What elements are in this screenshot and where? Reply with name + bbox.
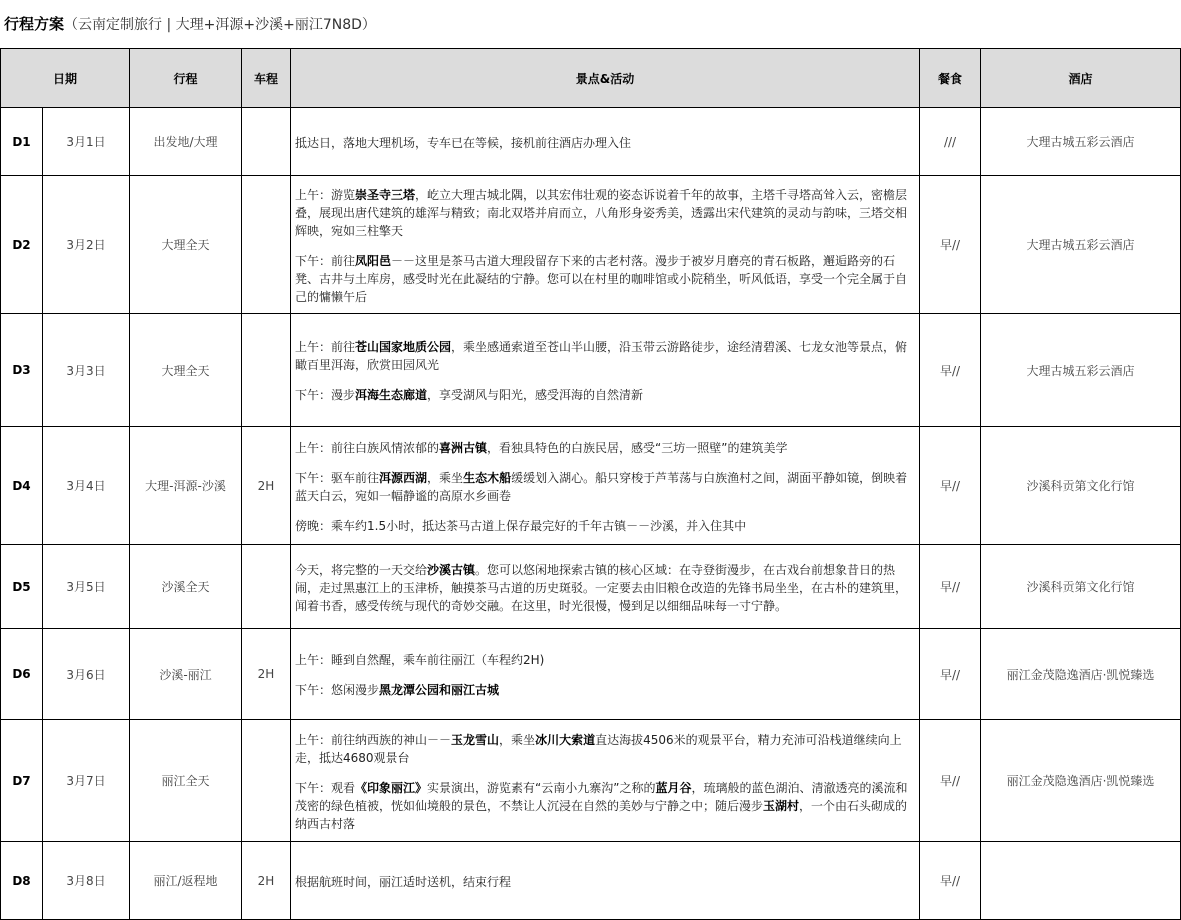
day-cell: D4: [1, 427, 43, 545]
table-row: [1, 108, 1181, 176]
date-cell: 3月7日: [43, 720, 130, 842]
activity-text: 下午：前往: [295, 253, 356, 268]
activity-text: 上午：前往纳西族的神山－－: [295, 732, 452, 747]
title-sub: （云南定制旅行 | 大理+洱源+沙溪+丽江7N8D）: [64, 17, 376, 33]
table-row: [1, 720, 1181, 842]
title-main: 行程方案: [4, 15, 65, 33]
meal-cell: 早//: [920, 176, 981, 314]
route-cell: 丽江/返程地: [130, 842, 242, 920]
table-header-row: [1, 49, 1181, 108]
meal-cell: 早//: [920, 720, 981, 842]
activities-cell: [291, 629, 920, 720]
activity-text: ，享受湖风与阳光，感受洱海的自然清新: [427, 388, 644, 402]
highlight-text: 喜洲古镇: [439, 440, 488, 455]
activity-paragraph: [295, 439, 915, 457]
date-cell: 3月8日: [43, 842, 130, 920]
date-cell: 3月6日: [43, 629, 130, 720]
meal-cell: 早//: [920, 427, 981, 545]
page-title: [4, 14, 376, 35]
route-cell: 大理全天: [130, 176, 242, 314]
activity-text: 抵达日，落地大理机场，专车已在等候，接机前往酒店办理入住: [295, 135, 632, 150]
hotel-cell: 沙溪科贡第文化行馆: [981, 545, 1181, 629]
table-row: [1, 545, 1181, 629]
table-row: [1, 314, 1181, 427]
date-cell: 3月3日: [43, 314, 130, 427]
route-cell: 大理-洱源-沙溪: [130, 427, 242, 545]
activity-text: ，琉璃般的蓝色湖泊、清澈透亮的溪流和茂密的绿色植被，恍如仙境般的景色，不禁让人沉浸在自然的美妙与宁静之中；随后漫步: [295, 780, 908, 813]
route-cell: 沙溪-丽江: [130, 629, 242, 720]
date-cell: 3月5日: [43, 545, 130, 629]
activity-text: 缓缓划入湖心。船只穿梭于芦苇荡与白族渔村之间，湖面平静如镜，倒映着蓝天白云，宛如一幅静谧的高原水乡画卷: [295, 470, 908, 503]
day-cell: D5: [1, 545, 43, 629]
hotel-cell: 大理古城五彩云酒店: [981, 314, 1181, 427]
meal-cell: 早//: [920, 629, 981, 720]
activity-text: 下午：悠闲漫步: [295, 683, 380, 697]
highlight-text: 洱海生态廊道: [355, 388, 428, 402]
activity-paragraph: [295, 134, 915, 152]
activity-paragraph: [295, 252, 915, 306]
activity-text: 上午：睡到自然醒，乘车前往丽江（车程约2H): [295, 653, 545, 667]
activity-paragraph: [295, 469, 915, 505]
activity-text: 上午：前往: [295, 340, 356, 354]
date-cell: 3月1日: [43, 108, 130, 176]
meal-cell: 早//: [920, 842, 981, 920]
activity-paragraph: [295, 779, 915, 833]
activity-paragraph: [295, 731, 915, 767]
highlight-text: 玉湖村: [763, 798, 800, 813]
hotel-cell: 丽江金茂隐逸酒店·凯悦臻选: [981, 720, 1181, 842]
activity-text: ，屹立大理古城北隅，以其宏伟壮观的姿态诉说着千年的故事，主塔千寻塔高耸入云，密檐层叠，展现出唐代建筑的雄浑与精致；南北双塔并肩而立，八角形身姿秀美，透露出宋代建筑的灵动与韵味，三塔交相辉映，宛如三柱擎天: [295, 187, 908, 238]
activity-paragraph: [295, 186, 915, 240]
drive-cell: [242, 108, 291, 176]
activity-paragraph: [295, 873, 915, 891]
route-cell: 出发地/大理: [130, 108, 242, 176]
highlight-text: 冰川大索道: [535, 732, 596, 747]
highlight-text: 《印象丽江》: [355, 780, 428, 795]
meal-cell: 早//: [920, 545, 981, 629]
activities-cell: [291, 427, 920, 545]
date-cell: 3月4日: [43, 427, 130, 545]
activity-text: 根据航班时间，丽江适时送机，结束行程: [295, 874, 512, 889]
table-row: [1, 427, 1181, 545]
activity-text: 上午：前往白族风情浓郁的: [295, 440, 440, 455]
activities-cell: [291, 314, 920, 427]
activities-cell: [291, 176, 920, 314]
header-drive: 车程: [242, 49, 291, 108]
activity-text: 直达海拔4506米的观景平台，精力充沛可沿栈道继续向上走，抵达4680观景台: [295, 732, 902, 765]
highlight-text: 生态木船: [463, 470, 512, 485]
activity-text: －－这里是茶马古道大理段留存下来的古老村落。漫步于被岁月磨亮的青石板路，邂逅路旁的石凳、古井与土库房，感受时光在此凝结的宁静。您可以在村里的咖啡馆或小院稍坐，听风低语，享受一个完全属于自己的慵懒午后: [295, 253, 908, 304]
activity-paragraph: [295, 386, 915, 404]
header-date: 日期: [1, 49, 130, 108]
table-row: [1, 842, 1181, 920]
activity-text: 实景演出，游览素有“云南小九寨沟”之称的: [427, 780, 656, 795]
drive-cell: 2H: [242, 629, 291, 720]
activity-text: 上午：游览: [295, 187, 356, 202]
highlight-text: 玉龙雪山: [451, 732, 500, 747]
table-row: [1, 176, 1181, 314]
header-meal: 餐食: [920, 49, 981, 108]
activities-cell: [291, 108, 920, 176]
hotel-cell: 大理古城五彩云酒店: [981, 108, 1181, 176]
activity-text: 下午：驱车前往: [295, 470, 380, 485]
drive-cell: 2H: [242, 427, 291, 545]
activities-cell: [291, 545, 920, 629]
drive-cell: 2H: [242, 842, 291, 920]
day-cell: D8: [1, 842, 43, 920]
highlight-text: 洱源西湖: [379, 470, 428, 485]
table-row: [1, 629, 1181, 720]
highlight-text: 崇圣寺三塔: [355, 187, 416, 202]
day-cell: D6: [1, 629, 43, 720]
activity-text: ，看独具特色的白族民居，感受“三坊一照壁”的建筑美学: [487, 440, 788, 455]
highlight-text: 凤阳邑: [355, 253, 392, 268]
activity-paragraph: [295, 517, 915, 535]
header-route: 行程: [130, 49, 242, 108]
activity-text: ，一个由石头砌成的纳西古村落: [295, 798, 908, 831]
activity-text: 。您可以悠闲地探索古镇的核心区域：在寺登街漫步，在古戏台前想象昔日的热闹，走过黑惠江上的玉津桥，触摸茶马古道的历史斑驳。一定要去由旧粮仓改造的先锋书局坐坐，在古朴的建筑里，闻着书香，感受传统与现代的奇妙交融。在这里，时光很慢，慢到足以细细品味每一寸宁静。: [295, 562, 908, 613]
itinerary-table: [0, 48, 1181, 920]
day-cell: D1: [1, 108, 43, 176]
activity-paragraph: [295, 338, 915, 374]
day-cell: D7: [1, 720, 43, 842]
header-hotel: 酒店: [981, 49, 1181, 108]
activity-paragraph: [295, 651, 915, 669]
activity-paragraph: [295, 561, 915, 615]
activity-paragraph: [295, 681, 915, 699]
drive-cell: [242, 720, 291, 842]
date-cell: 3月2日: [43, 176, 130, 314]
drive-cell: [242, 314, 291, 427]
meal-cell: 早//: [920, 314, 981, 427]
activity-text: ，乘坐感通索道至苍山半山腰，沿玉带云游路徒步，途经清碧溪、七龙女池等景点，俯瞰百里洱海，欣赏田园风光: [295, 340, 908, 372]
activities-cell: [291, 842, 920, 920]
activity-text: 下午：观看: [295, 780, 356, 795]
route-cell: 沙溪全天: [130, 545, 242, 629]
hotel-cell: 丽江金茂隐逸酒店·凯悦臻选: [981, 629, 1181, 720]
activity-text: 傍晚：乘车约1.5小时，抵达茶马古道上保存最完好的千年古镇－－沙溪，并入住其中: [295, 518, 747, 533]
highlight-text: 蓝月谷: [655, 780, 692, 795]
activity-text: 下午：漫步: [295, 388, 356, 402]
route-cell: 丽江全天: [130, 720, 242, 842]
hotel-cell: 大理古城五彩云酒店: [981, 176, 1181, 314]
meal-cell: ///: [920, 108, 981, 176]
day-cell: D2: [1, 176, 43, 314]
highlight-text: 沙溪古镇: [427, 562, 476, 577]
highlight-text: 苍山国家地质公园: [355, 340, 452, 354]
drive-cell: [242, 545, 291, 629]
header-activities: 景点&活动: [291, 49, 920, 108]
drive-cell: [242, 176, 291, 314]
activity-text: ，乘坐: [427, 470, 464, 485]
route-cell: 大理全天: [130, 314, 242, 427]
highlight-text: 黑龙潭公园和丽江古城: [379, 683, 500, 697]
hotel-cell: 沙溪科贡第文化行馆: [981, 427, 1181, 545]
hotel-cell: [981, 842, 1181, 920]
activity-text: 今天，将完整的一天交给: [295, 562, 428, 577]
activities-cell: [291, 720, 920, 842]
activity-text: ，乘坐: [499, 732, 536, 747]
day-cell: D3: [1, 314, 43, 427]
